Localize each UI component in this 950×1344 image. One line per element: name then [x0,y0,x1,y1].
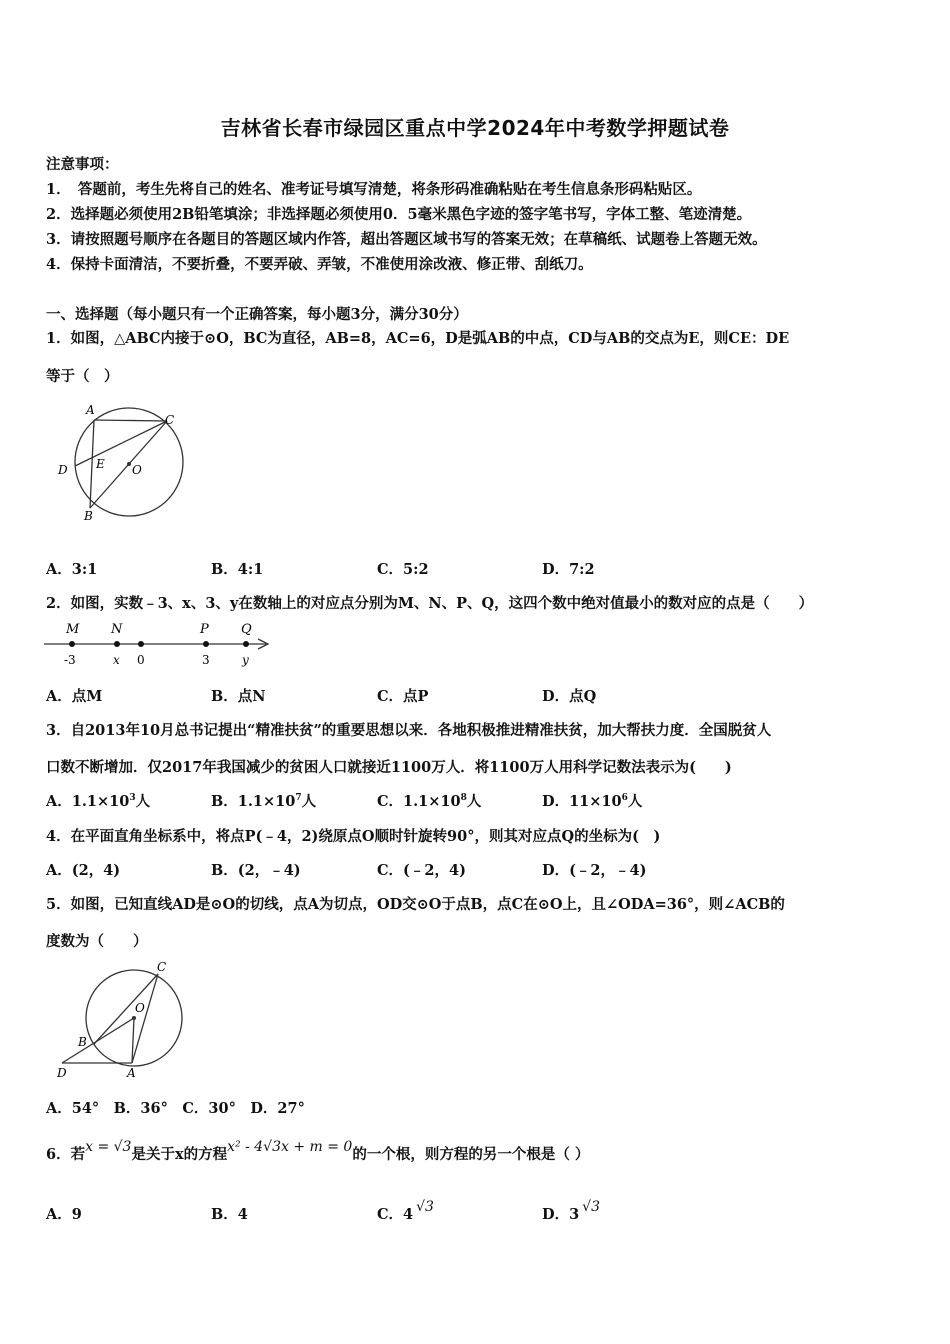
center-point [132,1016,136,1020]
label-a: A [86,403,95,417]
q6-condition: x = √3 [85,1139,132,1155]
tick-x: x [113,653,120,667]
label-e: E [96,457,105,471]
section-heading: 一、选择题（每小题只有一个正确答案，每小题3分，满分30分） [46,306,468,323]
note-item: 1． 答题前，考生先将自己的姓名、准考证号填写清楚，将条形码准确粘贴在考生信息条形码粘贴区。 [46,181,702,198]
question-2-text: 2．如图，实数﹣3、x、3、y在数轴上的对应点分别为M、N、P、Q，这四个数中绝对值最小的数对应的点是（ ） [46,595,814,612]
segment-ab [90,420,94,508]
number-line [44,618,276,670]
q3-option-a[interactable] [46,790,150,811]
q3-option-a-exp: 3 [129,793,136,803]
q3-option-b-exp: 7 [295,793,302,803]
q6-option-c[interactable] [377,1199,434,1224]
q3-option-b[interactable] [211,790,316,811]
q2-option-b[interactable]: B．点N [211,688,266,705]
q1-option-a[interactable]: A．3:1 [46,561,98,578]
label-b: B [84,509,93,523]
note-item: 3．请按照题号顺序在各题目的答题区域内作答，超出答题区域书写的答案无效；在草稿纸、试题卷上答题无效。 [46,231,767,248]
q6-option-c-label: C．4 [377,1206,414,1223]
question-4-text: 4．在平面直角坐标系中，将点P(﹣4，2)绕原点O顺时针旋转90°，则其对应点Q的坐标为( ) [46,828,661,845]
q3-option-c[interactable] [377,790,481,811]
point-q [243,641,249,647]
q6-option-a[interactable]: A．9 [46,1206,82,1223]
q3-option-d-unit: 人 [627,793,643,810]
q4-option-c[interactable]: C．(﹣2，4) [377,862,466,879]
q1-option-c[interactable]: C．5:2 [377,561,429,578]
note-item: 2．选择题必须使用2B铅笔填涂；非选择题必须使用0．5毫米黑色字迹的签字笔书写，字体工整、笔迹清楚。 [46,206,752,223]
tick-neg3: -3 [64,653,76,667]
q3-option-a-unit: 人 [135,793,151,810]
notes-heading: 注意事项： [46,156,119,173]
q6-option-b[interactable]: B．4 [211,1206,248,1223]
label-o: O [132,463,142,477]
q6-suffix: 的一个根，则方程的另一个根是（ ） [352,1146,590,1163]
question-3-line2: 口数不断增加．仅2017年我国减少的贫困人口就接近1100万人．将1100万人用科学记数法表示为( ) [46,759,732,776]
point-n [114,641,120,647]
question-5-line2: 度数为（ ） [46,933,148,950]
note-item: 4．保持卡面清洁，不要折叠，不要弄破、弄皱，不准使用涂改液、修正带、刮纸刀。 [46,256,593,273]
question-5-figure [54,958,194,1083]
point-origin [138,641,144,647]
label-d: D [57,1066,67,1080]
q2-option-d[interactable]: D．点Q [542,688,597,705]
q5-options[interactable]: A．54° B．36° C．30° D．27° [46,1100,305,1117]
segment-ac [94,420,167,421]
tick-3: 3 [202,653,210,667]
question-5-line1: 5．如图，已知直线AD是⊙O的切线，点A为切点，OD交⊙O于点B，点C在⊙O上，且∠ODA=36°，则∠ACB的 [46,896,785,913]
label-q: Q [241,622,252,637]
q6-option-d[interactable] [542,1199,600,1224]
question-1-line1: 1．如图，△ABC内接于⊙O，BC为直径，AB=8，AC=6，D是弧AB的中点，CD与AB的交点为E，则CE：DE [46,330,790,347]
page-title: 吉林省长春市绿园区重点中学2024年中考数学押题试卷 [220,116,730,140]
q4-option-d[interactable]: D．(﹣2，﹣4) [542,862,647,879]
q6-mid: 是关于x的方程 [131,1146,228,1163]
q3-option-b-unit: 人 [301,793,317,810]
label-m: M [66,622,80,637]
q3-option-c-base: C．1.1×10 [377,793,461,810]
q2-option-c[interactable]: C．点P [377,688,429,705]
q4-option-b[interactable]: B．(2，﹣4) [211,862,301,879]
label-d: D [58,463,68,477]
q3-option-c-unit: 人 [466,793,482,810]
label-c: C [165,413,175,427]
q6-option-d-radical: √3 [582,1199,600,1215]
point-m [69,641,75,647]
label-o: O [135,1001,145,1015]
tick-0: 0 [137,653,145,667]
question-1-line2: 等于（ ） [46,368,119,385]
label-b: B [78,1035,87,1049]
q6-option-d-label: D．3 [542,1206,580,1223]
point-p [203,641,209,647]
segment-cd [75,421,167,466]
q2-option-a[interactable]: A．点M [46,688,103,705]
q3-option-d[interactable] [542,790,642,811]
q1-option-b[interactable]: B．4:1 [211,561,264,578]
tick-y: y [242,653,249,667]
q3-option-d-exp: 6 [621,793,628,803]
question-1-figure [52,400,192,525]
q4-option-a[interactable]: A．(2，4) [46,862,121,879]
q3-option-b-base: B．1.1×10 [211,793,296,810]
label-n: N [111,622,123,637]
label-p: P [200,622,209,637]
question-3-line1: 3．自2013年10月总书记提出“精准扶贫”的重要思想以来．各地积极推进精准扶贫，加大帮扶力度．全国脱贫人 [46,722,772,739]
q3-option-a-base: A．1.1×10 [46,793,130,810]
q3-option-c-exp: 8 [460,793,467,803]
q6-prefix: 6．若 [46,1146,86,1163]
q1-option-d[interactable]: D．7:2 [542,561,595,578]
q6-option-c-radical: √3 [416,1199,434,1215]
label-a: A [127,1066,136,1080]
label-c: C [157,960,167,974]
q6-equation: x² - 4√3x + m = 0 [227,1139,353,1155]
question-6-text [46,1139,590,1164]
center-point [127,462,131,466]
q3-option-d-base: D．11×10 [542,793,622,810]
